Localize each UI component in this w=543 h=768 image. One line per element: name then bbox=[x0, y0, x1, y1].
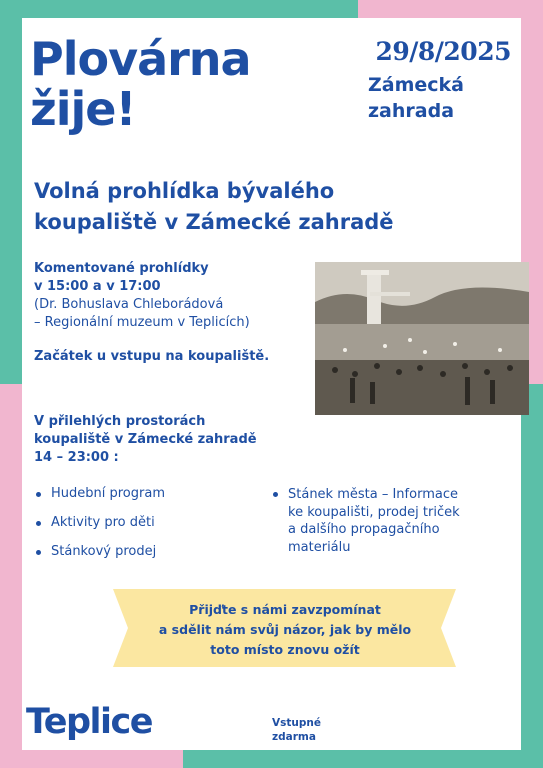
program-item-label: Aktivity pro děti bbox=[51, 515, 155, 530]
list-item bbox=[36, 515, 165, 544]
place-line-1: Zámecká bbox=[368, 74, 465, 96]
subtitle-line-1: Volná prohlídka bývalého bbox=[34, 179, 335, 203]
teal-corner-top-left bbox=[0, 0, 360, 18]
area-time: 14 – 23:00 : bbox=[34, 450, 119, 465]
title-line-1: Plovárna bbox=[30, 32, 251, 86]
guided-tours-info bbox=[34, 260, 304, 332]
teplice-logo: Teplice bbox=[26, 702, 152, 742]
event-place bbox=[368, 72, 464, 124]
area-line-1: V přilehlých prostorách bbox=[34, 414, 206, 429]
stand-line-2: ke koupališti, prodej triček bbox=[288, 504, 460, 520]
pink-corner-bottom-left-side bbox=[0, 384, 22, 768]
tours-heading-2: v 15:00 a v 17:00 bbox=[34, 279, 161, 294]
city-stand-text bbox=[288, 486, 460, 556]
tours-guide-2: – Regionální muzeum v Teplicích) bbox=[34, 315, 250, 330]
list-item bbox=[36, 544, 165, 573]
event-subtitle bbox=[34, 176, 394, 238]
stand-line-1: Stánek města – Informace bbox=[288, 487, 458, 502]
banner-line-1: Přijďte s námi zavzpomínat bbox=[189, 602, 381, 617]
area-line-2: koupaliště v Zámecké zahradě bbox=[34, 432, 257, 447]
tours-guide-1: (Dr. Bohuslava Chleborádová bbox=[34, 297, 224, 312]
tours-start-note: Začátek u vstupu na koupaliště. bbox=[34, 349, 270, 364]
entry-line-1: Vstupné bbox=[272, 717, 321, 729]
subtitle-line-2: koupaliště v Zámecké zahradě bbox=[34, 210, 394, 234]
teal-corner-top-left-side bbox=[0, 0, 22, 384]
list-item bbox=[273, 486, 483, 556]
bullet-icon bbox=[36, 550, 41, 555]
title-line-2: žije! bbox=[30, 82, 136, 136]
banner-line-2: a sdělit nám svůj názor, jak by mělo bbox=[158, 622, 412, 637]
teal-corner-bottom-right-side bbox=[521, 384, 543, 768]
banner-line-3: toto místo znovu ožít bbox=[210, 642, 360, 657]
program-item-label: Hudební program bbox=[51, 486, 165, 501]
historic-pool-photo bbox=[315, 262, 529, 415]
nearby-area-info bbox=[34, 413, 257, 467]
place-line-2: zahrada bbox=[368, 100, 455, 122]
pool-photo-illustration bbox=[315, 262, 529, 415]
city-stand-list bbox=[273, 486, 483, 556]
tours-heading-1: Komentované prohlídky bbox=[34, 261, 209, 276]
stand-line-3: a dalšího propagačního bbox=[288, 522, 440, 537]
bullet-icon bbox=[36, 521, 41, 526]
list-item bbox=[36, 486, 165, 515]
program-item-label: Stánkový prodej bbox=[51, 544, 157, 559]
teal-corner-bottom-right bbox=[183, 750, 543, 768]
stand-line-4: materiálu bbox=[288, 539, 351, 555]
program-list bbox=[36, 486, 165, 573]
entry-line-2: zdarma bbox=[272, 731, 316, 743]
event-date: 29/8/2025 bbox=[375, 37, 511, 66]
bullet-icon bbox=[273, 492, 278, 497]
free-entry-note bbox=[272, 716, 321, 744]
pink-corner-top-right bbox=[358, 0, 543, 18]
bullet-icon bbox=[36, 492, 41, 497]
poster-title bbox=[30, 34, 251, 134]
pink-corner-bottom-left bbox=[0, 750, 185, 768]
call-to-action-text bbox=[128, 600, 442, 660]
